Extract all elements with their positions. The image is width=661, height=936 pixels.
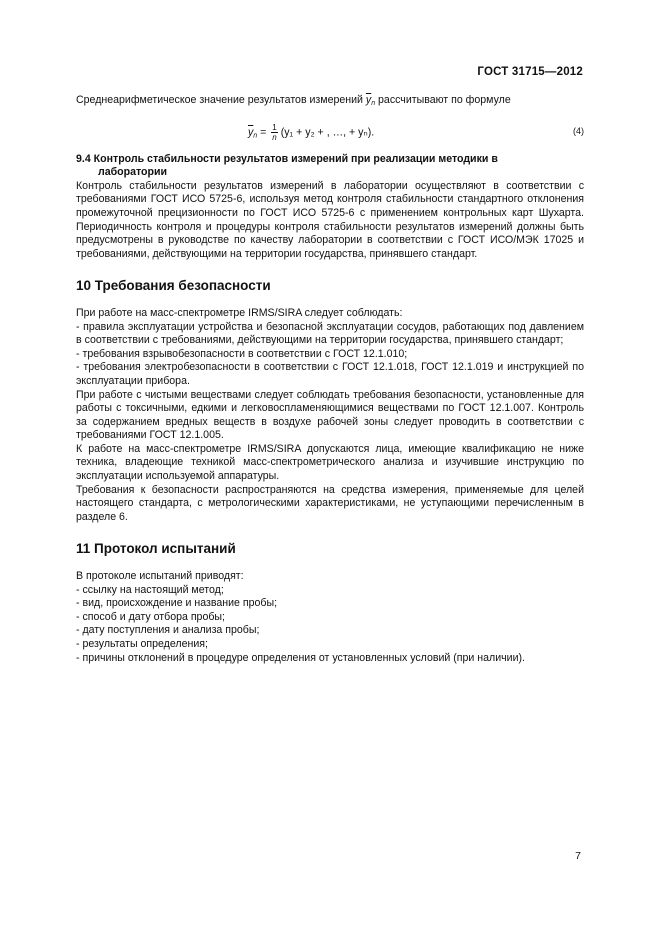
list-item: - способ и дату отбора пробы; <box>76 610 225 623</box>
list-item: - причины отклонений в процедуре определения от установленных условий (при наличии). <box>76 651 525 664</box>
section-11-intro: В протоколе испытаний приводят: <box>76 570 244 583</box>
formula-4 <box>76 117 584 145</box>
section-10-paragraph: Требования к безопасности распространяются на средства измерения, применяемые для целей настоящего стандарта, с метрологическими характеристиками, не уступающими перечисленным в разделе 6. <box>76 483 584 523</box>
list-item: - требования взрывобезопасности в соответствии с ГОСТ 12.1.010; <box>76 347 408 360</box>
formula-lhs-subscript: n <box>253 131 258 139</box>
formula-lhs-symbol: $\overline{y}$ <box>248 125 254 138</box>
formula-intro <box>76 94 584 111</box>
formula-expression <box>248 123 374 143</box>
ybar-symbol: $\overline{y}$ <box>365 94 372 106</box>
section-title-10: 10 Требования безопасности <box>76 278 271 294</box>
formula-equals: = <box>257 125 270 138</box>
formula-intro-before: Среднеарифметическое значение результатов измерений <box>76 94 366 106</box>
list-item: - вид, происхождение и название пробы; <box>76 597 278 610</box>
document-header: ГОСТ 31715—2012 <box>477 66 583 78</box>
subsection-title-line1: 9.4 Контроль стабильности результатов измерений при реализации методики в <box>76 152 498 165</box>
list-item: - результаты определения; <box>76 638 208 650</box>
paragraph-9-4: Контроль стабильности результатов измерений в лаборатории осуществляют в соответствии с требованиями ГОСТ ИСО 5725-6, используя метод контроля стабильности стандартного отклонения промежуточной прецизионности по ГОСТ ИСО 5725-6 с применением контрольных карт Шухарта. Периодичность контроля и процедуры контроля стабильности результатов измерений должны быть предусмотрены в руководстве по качеству лаборатории в соответствии с ГОСТ ИСО/МЭК 17025 и требованиями, действующими на территории государства, принявшего стандарт. <box>76 179 584 260</box>
list-item: - дату поступления и анализа пробы; <box>76 624 260 637</box>
list-item: - правила эксплуатации устройства и безопасной эксплуатации сосудов, работающих под давлением в соответствии с требованиями, действующими на территории государства, принявшего стандарт; <box>76 320 584 347</box>
section-title-11: 11 Протокол испытаний <box>76 541 236 557</box>
section-10-intro: При работе на масс-спектрометре IRMS/SIRA следует соблюдать: <box>76 306 403 319</box>
fraction-numerator: 1 <box>272 122 277 132</box>
page-content <box>76 94 584 665</box>
formula-rhs: (y₁ + y₂ + , …, + yₙ). <box>280 125 375 138</box>
section-10-paragraph: При работе с чистыми веществами следует соблюдать требования безопасности, установленные для работы с токсичными, едкими и легковоспламеняющимися веществами по ГОСТ 12.1.007. Контроль за содержанием вредных веществ в воздухе рабочей зоны следует проводить в соответствии с требованиями ГОСТ 12.1.005. <box>76 388 584 442</box>
section-10-paragraph: К работе на масс-спектрометре IRMS/SIRA допускаются лица, имеющие квалификацию не ниже техника, владеющие техникой масс-спектрометрического анализа и изучившие инструкцию по эксплуатации используемой аппаратуры. <box>76 442 584 483</box>
subsection-title-9-4 <box>76 153 584 180</box>
formula-fraction <box>271 123 277 142</box>
subsection-title-line2: лаборатории <box>98 166 168 179</box>
page-number: 7 <box>575 850 581 862</box>
list-item: - требования электробезопасности в соответствии с ГОСТ 12.1.018, ГОСТ 12.1.019 и инструкцией по эксплуатации прибора. <box>76 361 584 387</box>
ybar-subscript: n <box>371 100 376 107</box>
formula-number: (4) <box>573 125 584 136</box>
fraction-denominator: n <box>272 132 277 142</box>
formula-intro-after: рассчитывают по формуле <box>375 94 511 106</box>
list-item: - ссылку на настоящий метод; <box>76 583 224 596</box>
